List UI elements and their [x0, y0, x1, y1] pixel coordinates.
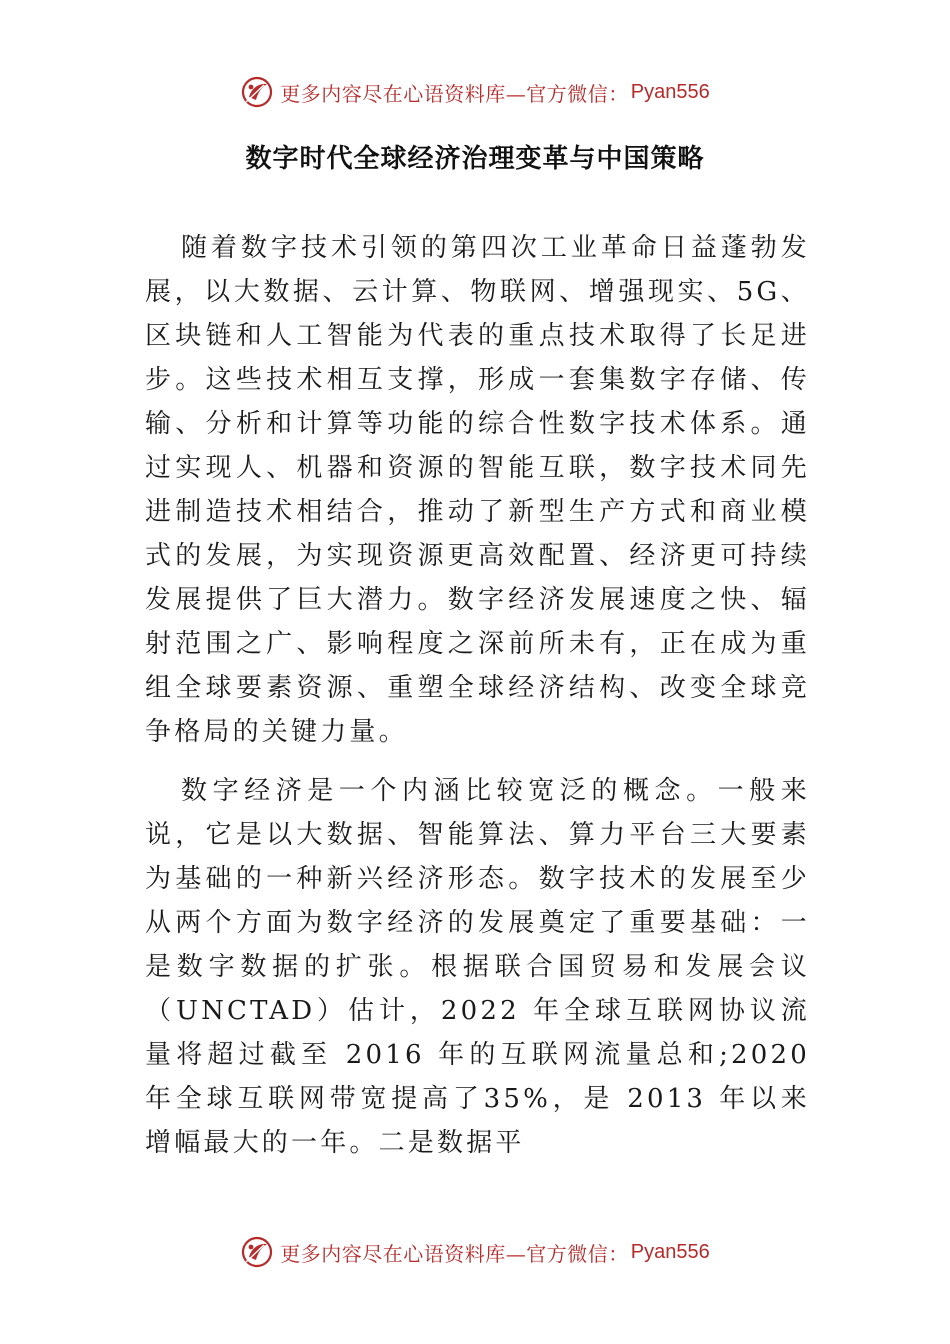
header-banner-text: 更多内容尽在心语资料库—官方微信：: [280, 81, 629, 106]
logo-icon: [240, 1235, 274, 1269]
footer-banner-text: 更多内容尽在心语资料库—官方微信：: [280, 1241, 629, 1266]
paragraph-2: 数字经济是一个内涵比较宽泛的概念。一般来说，它是以大数据、智能算法、算力平台三大要素为基础的一种新兴经济形态。数字技术的发展至少从两个方面为数字经济的发展奠定了重要基础：一是数字数据的扩张。根据联合国贸易和发展会议（UNCTAD）估计，2022 年全球互联网协议流量将超过截至 2016 年的互联网流量总和;2020 年全球互联网带宽提高了35%，是 2013 年以来增幅最大的一年。二是数据平: [145, 776, 810, 1158]
footer-banner: [0, 1232, 950, 1272]
document-body: [145, 226, 810, 1180]
footer-wechat-id: Pyan556: [630, 1240, 710, 1263]
paragraph-1: 随着数字技术引领的第四次工业革命日益蓬勃发展，以大数据、云计算、物联网、增强现实、5G、区块链和人工智能为代表的重点技术取得了长足进步。这些技术相互支撑，形成一套集数字存储、传输、分析和计算等功能的综合性数字技术体系。通过实现人、机器和资源的智能互联，数字技术同先进制造技术相结合，推动了新型生产方式和商业模式的发展，为实现资源更高效配置、经济更可持续发展提供了巨大潜力。数字经济发展速度之快、辐射范围之广、影响程度之深前所未有，正在成为重组全球要素资源、重塑全球经济结构、改变全球竞争格局的关键力量。: [145, 233, 810, 747]
header-banner: [0, 72, 950, 112]
header-wechat-id: Pyan556: [630, 80, 710, 103]
document-title: 数字时代全球经济治理变革与中国策略: [245, 144, 705, 174]
logo-icon: [240, 75, 274, 109]
